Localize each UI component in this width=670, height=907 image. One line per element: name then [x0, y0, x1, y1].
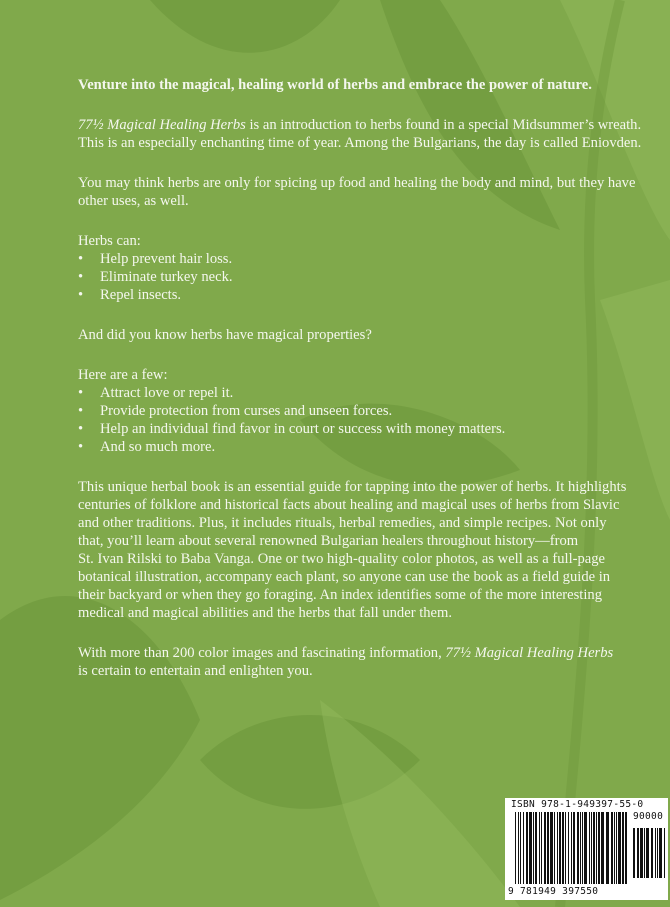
list-item — [78, 286, 668, 304]
barcode-bar — [614, 812, 615, 884]
magical-properties-list — [78, 366, 668, 456]
barcode-bar — [637, 828, 639, 878]
bullet: • — [78, 385, 84, 401]
barcode-bar — [520, 812, 521, 884]
barcode-bar — [557, 812, 558, 884]
barcode-bar — [573, 812, 575, 884]
list-item — [78, 268, 668, 286]
barcode-bar — [577, 812, 579, 884]
barcode-bar — [611, 812, 613, 884]
intro-text: is an introduction to herbs found in a special Midsummer’s wreath. — [245, 117, 642, 133]
paragraph-line: St. Ivan Rilski to Baba Vanga. One or two high-quality color photos, as well as a full-page — [78, 551, 606, 567]
barcode-bar — [515, 812, 516, 884]
headline: Venture into the magical, healing world of herbs and embrace the power of nature. — [78, 77, 592, 93]
list-item — [78, 438, 668, 456]
barcode-bar — [544, 812, 546, 884]
barcode-bar — [526, 812, 528, 884]
barcode-bar — [550, 812, 553, 884]
price-code: 90000 — [633, 811, 664, 822]
list-item — [78, 420, 668, 438]
list-item-text: Attract love or repel it. — [100, 385, 234, 401]
back-cover-copy — [78, 76, 668, 702]
barcode-bar — [651, 828, 653, 878]
barcode-bar — [582, 812, 583, 884]
paragraph-line: that, you’ll learn about several renowned Bulgarian healers throughout history—from — [78, 533, 579, 549]
barcode-bar — [596, 812, 597, 884]
barcode-bar — [568, 812, 569, 884]
barcode-bar — [655, 828, 656, 878]
paragraph-text: With more than 200 color images and fascinating information, — [78, 645, 446, 661]
barcode-bar — [523, 812, 524, 884]
closing-paragraph — [78, 644, 668, 680]
paragraph-line: and other traditions. Plus, it includes rituals, herbal remedies, and simple recipes. Not only — [78, 515, 607, 531]
barcode-bar — [646, 828, 649, 878]
list-item-text: Help prevent hair loss. — [100, 251, 233, 267]
book-title: 77½ Magical Healing Herbs — [78, 117, 246, 133]
paragraph-line: This unique herbal book is an essential guide for tapping into the power of herbs. It highlights — [78, 479, 627, 495]
barcode-bar — [601, 812, 604, 884]
bullet: • — [78, 421, 84, 437]
barcode-bar — [618, 812, 621, 884]
isbn-text: ISBN 978-1-949397-55-0 — [511, 799, 644, 810]
paragraph-line: centuries of folklore and historical facts about healing and magical uses of herbs from Slavic — [78, 497, 620, 513]
paragraph-line: botanical illustration, accompany each plant, so anyone can use the book as a field guide in — [78, 569, 611, 585]
paragraph-line: is certain to entertain and enlighten you. — [78, 663, 313, 679]
herbs-can-list — [78, 232, 668, 304]
barcode-bar — [584, 812, 587, 884]
paragraph-line: their backyard or when they go foraging. An index identifies some of the more interesting — [78, 587, 603, 603]
list-item — [78, 384, 668, 402]
barcode-bar — [518, 812, 519, 884]
barcode-bar — [591, 812, 592, 884]
barcode-bar — [593, 812, 595, 884]
barcode-bar — [659, 828, 662, 878]
book-title: 77½ Magical Healing Herbs — [445, 645, 614, 661]
barcode-bar — [664, 828, 665, 878]
paragraph-line: You may think herbs are only for spicing up food and healing the body and mind, but they have — [78, 175, 636, 191]
bullet: • — [78, 251, 84, 267]
barcode-bar — [633, 828, 635, 878]
list-item-text: Repel insects. — [100, 287, 182, 303]
barcode-bar — [640, 828, 643, 878]
barcode-bar — [547, 812, 549, 884]
barcode-bar — [565, 812, 566, 884]
barcode-bar — [535, 812, 537, 884]
list-item-text: And so much more. — [100, 439, 216, 455]
bullet: • — [78, 403, 84, 419]
bullet: • — [78, 269, 84, 285]
list-item-text: Help an individual find favor in court or success with money matters. — [100, 421, 506, 437]
bullet: • — [78, 439, 84, 455]
list-item-text: Eliminate turkey neck. — [100, 269, 233, 285]
barcode-bar — [589, 812, 590, 884]
list-item — [78, 250, 668, 268]
barcode-bar — [571, 812, 572, 884]
barcode-bar — [657, 828, 658, 878]
barcode-bar — [559, 812, 561, 884]
barcode-bar — [644, 828, 645, 878]
barcode-bar — [539, 812, 540, 884]
list-heading: Herbs can: — [78, 233, 141, 249]
intro-text: This is an especially enchanting time of year. Among the Bulgarians, the day is called Eniovden. — [78, 135, 642, 151]
list-heading: Here are a few: — [78, 367, 168, 383]
barcode-bar — [529, 812, 532, 884]
uses-paragraph — [78, 174, 668, 210]
barcode-bar — [580, 812, 581, 884]
list-item — [78, 402, 668, 420]
barcode-bar — [598, 812, 600, 884]
barcode-bar — [554, 812, 555, 884]
ean-digits: 9 781949 397550 — [508, 886, 599, 897]
isbn-barcode — [505, 798, 668, 900]
bullet: • — [78, 287, 84, 303]
barcode-bar — [562, 812, 564, 884]
barcode-bar — [533, 812, 534, 884]
question: And did you know herbs have magical properties? — [78, 327, 372, 343]
barcode-bar — [625, 812, 627, 884]
barcode-bar — [606, 812, 609, 884]
barcode-bar — [622, 812, 624, 884]
list-item-text: Provide protection from curses and unseen forces. — [100, 403, 393, 419]
paragraph-line: medical and magical abilities and the herbs that fall under them. — [78, 605, 453, 621]
intro-paragraph — [78, 116, 668, 152]
description-paragraph — [78, 478, 668, 622]
barcode-bar — [541, 812, 542, 884]
barcode-bar — [616, 812, 617, 884]
paragraph-line: other uses, as well. — [78, 193, 189, 209]
